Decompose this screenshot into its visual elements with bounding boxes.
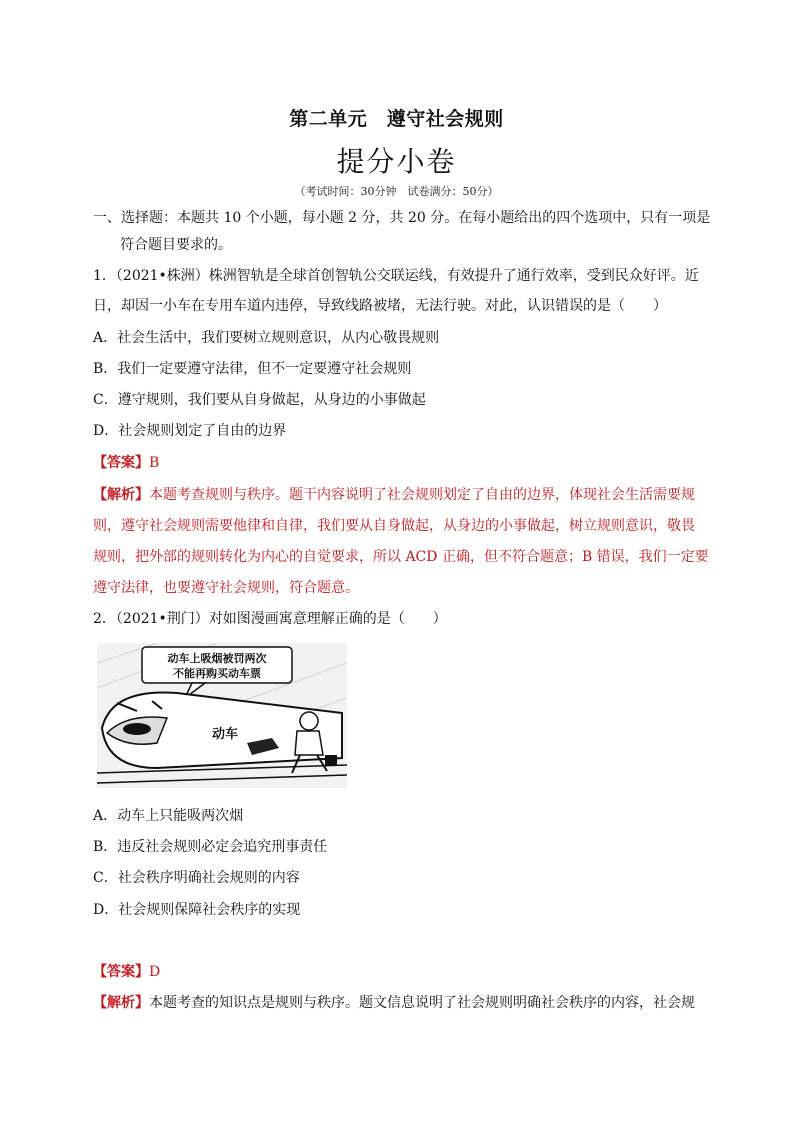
cartoon-image (97, 643, 347, 788)
q1-option-c: C．遵守规则，我们要从自身做起，从身边的小事做起 (93, 392, 426, 408)
q1-analysis-text1: 本题考查规则与秩序。题干内容说明了社会规则划定了自由的边界，体现社会生活需要规 (149, 487, 695, 503)
cartoon-caption-line2: 不能再购买动车票 (173, 667, 261, 680)
section-heading-line2: 符合题目要求的。 (120, 237, 232, 253)
q1-answer (93, 453, 159, 473)
cartoon-caption-line1: 动车上吸烟被罚两次 (167, 652, 267, 665)
q2-analysis-label: 【解析】 (93, 995, 149, 1011)
section-heading-line1: 一、选择题：本题共 10 个小题，每小题 2 分，共 20 分。在每小题给出的四个选项中，只有一项是 (93, 210, 711, 226)
q2-stem: 2．（2021•荆门）对如图漫画寓意理解正确的是（ ） (93, 611, 447, 627)
q1-stem-line2: 日，却因一小车在专用车道内违停，导致线路被堵，无法行驶。对此，认识错误的是（ ） (93, 298, 667, 314)
q2-option-d: D．社会规则保障社会秩序的实现 (93, 902, 301, 918)
q1-analysis-label: 【解析】 (93, 487, 149, 503)
q1-analysis-line4: 遵守法律，也要遵守社会规则，符合题意。 (93, 580, 359, 596)
q2-option-c: C．社会秩序明确社会规则的内容 (93, 870, 300, 886)
q2-option-a: A．动车上只能吸两次烟 (93, 808, 244, 824)
q2-answer (93, 962, 160, 982)
q2-option-b: B．违反社会规则必定会追究刑事责任 (93, 839, 328, 855)
q1-analysis-line3: 规则，把外部的规则转化为内心的自觉要求，所以 ACD 正确，但不符合题意；B 错误，我们一定要 (93, 549, 709, 565)
q1-analysis-line2: 则，遵守社会规则需要他律和自律，我们要从自身做起，从身边的小事做起，树立规则意识，敬畏 (93, 518, 695, 534)
q1-option-b: B．我们一定要遵守法律，但不一定要遵守社会规则 (93, 361, 412, 377)
paper-title: 提分小卷 (336, 145, 457, 178)
q2-answer-value: D (149, 964, 161, 980)
q1-option-d: D．社会规则划定了自由的边界 (93, 423, 287, 439)
cartoon-train-label: 动车 (212, 727, 239, 742)
q2-analysis-line1 (93, 993, 695, 1013)
unit-title: 第二单元 遵守社会规则 (289, 108, 504, 130)
q1-answer-label: 【答案】 (93, 455, 149, 471)
q1-stem-line1: 1．（2021•株洲）株洲智轨是全球首创智轨公交联运线，有效提升了通行效率，受到民众好评。近 (93, 268, 699, 284)
q2-analysis-text1: 本题考查的知识点是规则与秩序。题文信息说明了社会规则明确社会秩序的内容，社会规 (149, 995, 695, 1011)
q1-option-a: A．社会生活中，我们要树立规则意识，从内心敬畏规则 (93, 330, 440, 346)
q1-answer-value: B (149, 455, 160, 471)
q2-answer-label: 【答案】 (93, 964, 149, 980)
exam-info: （考试时间：30分钟 试卷满分：50分） (294, 185, 499, 198)
q1-analysis-line1 (93, 485, 695, 505)
